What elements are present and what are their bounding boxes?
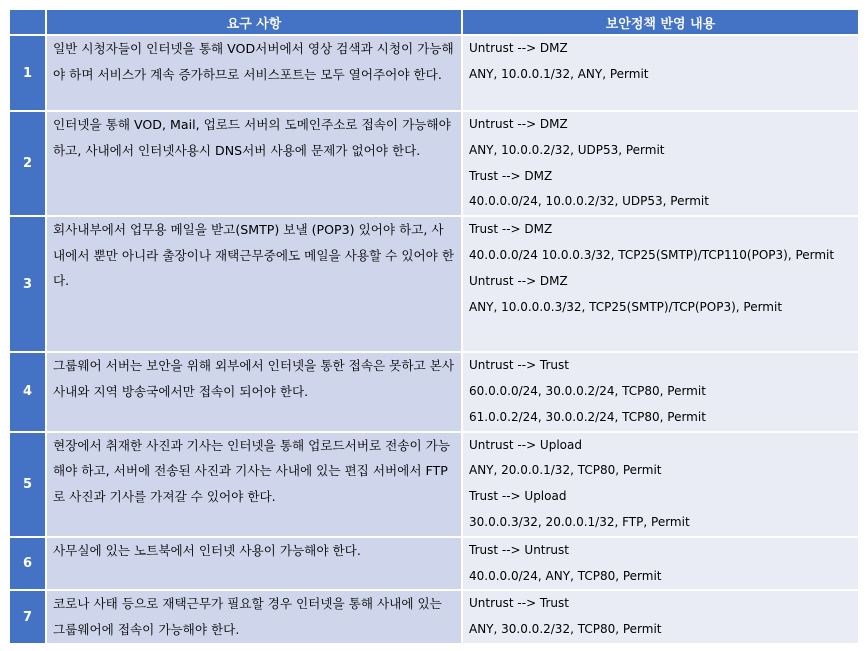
policy-line: 61.0.0.2/24, 30.0.0.2/24, TCP80, Permit [469,409,706,424]
requirement-cell [47,353,463,432]
row-number: 5 [10,433,47,538]
table-row [10,591,858,645]
requirement-cell [47,538,463,592]
header-requirement: 요구 사항 [47,10,463,36]
requirement-cell [47,36,463,112]
security-policy-table [10,10,858,645]
policy-line: Untrust --> DMZ [469,117,568,131]
requirement-text: 그룹웨어 서버는 보안을 위해 외부에서 인터넷을 통한 접속은 못하고 본사 사내와 지역 방송국에서만 접속이 되어야 한다. [53,358,454,399]
policy-line: 40.0.0.0/24, ANY, TCP80, Permit [469,568,662,583]
policy-line: 60.0.0.0/24, 30.0.0.2/24, TCP80, Permit [469,383,706,398]
requirement-cell [47,591,463,645]
policy-line: 40.0.0.0/24 10.0.0.3/32, TCP25(SMTP)/TCP110(POP3), Permit [469,247,835,262]
policy-line: Trust --> DMZ [469,222,553,237]
table-row [10,353,858,432]
row-number: 6 [10,538,47,592]
header-num [10,10,47,36]
policy-line: Untrust --> Trust [469,358,569,373]
policy-cell [463,36,858,112]
table-header-row [10,10,858,36]
security-policy-table-container [10,10,858,645]
policy-cell [463,353,858,432]
policy-cell [463,433,858,538]
policy-line: Trust --> DMZ [469,168,553,183]
requirement-text: 사무실에 있는 노트북에서 인터넷 사용이 가능해야 한다. [53,542,361,558]
table-row [10,112,858,217]
policy-line: Untrust --> DMZ [469,273,568,288]
table-row [10,538,858,592]
policy-line: Untrust --> DMZ [469,41,568,55]
row-number: 3 [10,217,47,353]
header-policy: 보안정책 반영 내용 [463,10,858,36]
policy-line: Untrust --> Trust [469,596,569,611]
policy-line: ANY, 10.0.0.0.3/32, TCP25(SMTP)/TCP(POP3), Permit [469,299,783,314]
requirement-cell [47,433,463,538]
policy-line: ANY, 10.0.0.1/32, ANY, Permit [469,66,649,81]
policy-cell [463,112,858,217]
requirement-text: 회사내부에서 업무용 메일을 받고(SMTP) 보낼 (POP3) 있어야 하고, 사내에서 뿐만 아니라 출장이나 재택근무중에도 메일을 사용할 수 있어야 한다. [53,222,454,289]
table-body [10,36,858,645]
policy-line: ANY, 30.0.0.2/32, TCP80, Permit [469,622,662,637]
table-row [10,36,858,112]
policy-line: Trust --> Untrust [469,542,569,557]
policy-line: 30.0.0.3/32, 20.0.0.1/32, FTP, Permit [469,514,690,529]
policy-cell [463,538,858,592]
row-number: 2 [10,112,47,217]
requirement-text: 현장에서 취재한 사진과 기사는 인터넷을 통해 업로드서버로 전송이 가능해야 하고, 서버에 전송된 사진과 기사는 사내에 있는 편집 서버에서 FTP로 사진과 기사를 가져갈 수 있어야 한다. [53,437,450,504]
policy-cell [463,591,858,645]
row-number: 1 [10,36,47,112]
requirement-text: 인터넷을 통해 VOD, Mail, 업로드 서버의 도메인주소로 접속이 가능해야 하고, 사내에서 인터넷사용시 DNS서버 사용에 문제가 없어야 한다. [53,117,451,158]
table-row [10,217,858,353]
requirement-cell [47,112,463,217]
row-number: 7 [10,591,47,645]
table-row [10,433,858,538]
requirement-cell [47,217,463,353]
policy-cell [463,217,858,353]
row-number: 4 [10,353,47,432]
policy-line: Trust --> Upload [469,489,567,504]
requirement-text: 일반 시청자들이 인터넷을 통해 VOD서버에서 영상 검색과 시청이 가능해야 하며 서비스가 계속 증가하므로 서비스포트는 모두 열어주어야 한다. [53,41,454,82]
policy-line: Untrust --> Upload [469,437,582,452]
policy-line: ANY, 20.0.0.1/32, TCP80, Permit [469,463,662,478]
policy-line: ANY, 10.0.0.2/32, UDP53, Permit [469,142,665,157]
policy-line: 40.0.0.0/24, 10.0.0.2/32, UDP53, Permit [469,194,709,209]
requirement-text: 코로나 사태 등으로 재택근무가 필요할 경우 인터넷을 통해 사내에 있는 그룹웨어에 접속이 가능해야 한다. [53,596,442,637]
